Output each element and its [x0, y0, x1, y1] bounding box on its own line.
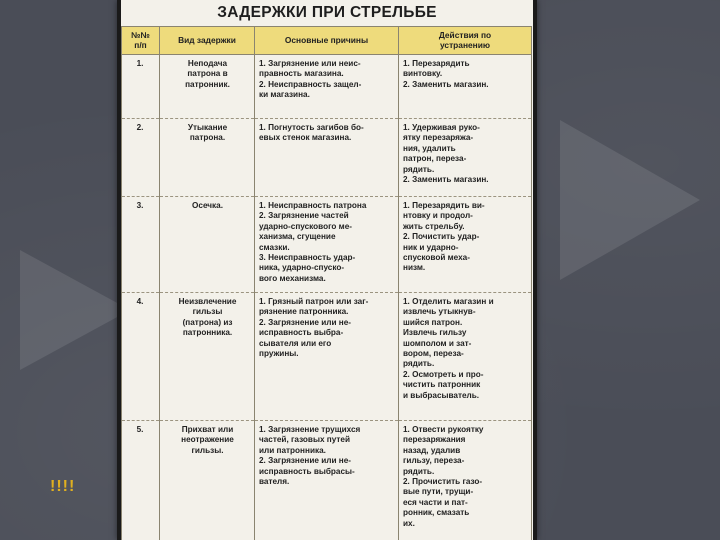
cell-text-line: 1. Отделить магазин и	[403, 297, 494, 306]
cell-causes	[255, 197, 399, 293]
table-row	[122, 119, 532, 197]
cell-number	[122, 293, 160, 421]
cell-text-line: жить стрельбу.	[403, 221, 465, 231]
cell-text-line: патронник.	[185, 79, 230, 89]
cell-text-line: 2. Заменить магазин.	[403, 79, 489, 89]
header-line: Действия по	[438, 30, 492, 40]
cell-text-line: низм.	[403, 263, 426, 273]
background-arrow-decoration	[560, 120, 700, 280]
cell-causes	[255, 119, 399, 197]
header-line: устранению	[439, 39, 491, 50]
cell-text-line: ник и ударно-	[403, 242, 459, 252]
cell-malfunction-type	[160, 119, 255, 197]
cell-text-line: частей, газовых путей	[259, 435, 350, 445]
cell-text-line: 1. Перезарядить	[403, 59, 470, 68]
cell-text-line: ударно-спускового ме-	[259, 221, 353, 231]
cell-text-line: правность магазина.	[259, 69, 344, 79]
cell-text-line: ника, ударно-спуско-	[259, 263, 345, 273]
cell-text-line: 2. Загрязнение или не-	[259, 456, 352, 466]
cell-text-line: шийся патрон.	[403, 317, 463, 327]
cell-text-line: еся части и пат-	[403, 497, 468, 507]
cell-actions	[399, 55, 532, 119]
cell-causes	[255, 421, 399, 540]
cell-text-line: их.	[403, 518, 415, 528]
cell-text-line: патрона в	[187, 69, 228, 79]
cell-text-line: евых стенок магазина.	[259, 133, 352, 143]
cell-text-line: патронника.	[182, 328, 233, 338]
cell-text-line: ния, удалить	[403, 143, 456, 153]
cell-text-line: 1. Перезарядить ви-	[403, 201, 485, 210]
cell-actions	[399, 119, 532, 197]
cell-text-line: патрон, переза-	[403, 154, 467, 164]
cell-text-line: гильзы.	[191, 445, 224, 455]
cell-text-line: вого механизма.	[259, 273, 326, 283]
header-line: №№	[131, 30, 150, 40]
cell-text-line: вые пути, трущи-	[403, 487, 474, 497]
cell-text-line: 1. Отвести рукоятку	[403, 425, 484, 434]
cell-text-line: (патрона) из	[182, 317, 233, 327]
cell-text-line: 2. Неисправность защел-	[259, 79, 362, 89]
cell-text-line: рядить.	[403, 359, 435, 369]
cell-text-line: 1. Загрязнение трущихся	[259, 425, 361, 434]
header-number	[122, 27, 160, 55]
table-row	[122, 293, 532, 421]
cell-text-line: пружины.	[259, 349, 299, 359]
cell-text-line: ронник, смазать	[403, 508, 470, 518]
cell-text-line: вором, переза-	[403, 349, 464, 359]
page-title: ЗАДЕРЖКИ ПРИ СТРЕЛЬБЕ	[217, 4, 437, 21]
header-line: Вид задержки	[178, 34, 236, 45]
cell-number	[122, 421, 160, 540]
cell-text-line: нтовку и продол-	[403, 211, 473, 221]
document-border-right	[533, 0, 537, 540]
cell-text-line: рядить.	[403, 466, 435, 476]
cell-text-line: 2.	[136, 123, 144, 132]
cell-text-line: 2. Осмотреть и про-	[403, 369, 484, 379]
cell-text-line: 1. Удерживая руко-	[403, 123, 480, 132]
cell-text-line: рязнение патронника.	[259, 307, 349, 317]
cell-text-line: назад, удалив	[403, 445, 461, 455]
cell-text-line: рядить.	[403, 164, 435, 174]
malfunctions-table	[121, 26, 532, 540]
cell-malfunction-type	[160, 293, 255, 421]
background-arrow-decoration	[20, 250, 130, 370]
cell-text-line: 1. Погнутость загибов бо-	[259, 123, 364, 132]
cell-text-line: 1. Загрязнение или неис-	[259, 59, 361, 68]
cell-text-line: исправность выбрасы-	[259, 466, 355, 476]
cell-text-line: гильзы	[192, 307, 223, 317]
cell-text-line: смазки.	[259, 242, 290, 252]
cell-text-line: и выбрасыватель.	[403, 390, 480, 400]
cell-number	[122, 119, 160, 197]
cell-text-line: 3.	[136, 201, 144, 210]
cell-text-line: перезаряжания	[403, 435, 466, 445]
cell-causes	[255, 293, 399, 421]
cell-text-line: 1. Грязный патрон или заг-	[259, 297, 369, 306]
table-header-row	[122, 27, 532, 55]
cell-text-line: неотражение	[181, 435, 234, 445]
cell-text-line: 5.	[136, 425, 144, 434]
cell-text-line: спусковой меха-	[403, 253, 470, 263]
cell-text-line: Утыкание	[187, 123, 228, 132]
document-scan	[117, 0, 537, 540]
cell-malfunction-type	[160, 421, 255, 540]
cell-number	[122, 197, 160, 293]
cell-text-line: гильзу, переза-	[403, 456, 465, 466]
cell-text-line: Осечка.	[192, 201, 223, 210]
cell-text-line: Неизвлечение	[178, 297, 237, 306]
cell-text-line: патрона.	[189, 133, 226, 143]
header-line: Основные причины	[284, 34, 369, 45]
cell-text-line: исправность выбра-	[259, 328, 344, 338]
cell-text-line: Извлечь гильзу	[403, 328, 467, 338]
cell-text-line: извлечь утыкнув-	[403, 307, 476, 317]
cell-text-line: 3. Неисправность удар-	[259, 253, 356, 263]
cell-malfunction-type	[160, 55, 255, 119]
cell-text-line: ятку перезаряжа-	[403, 133, 474, 143]
cell-text-line: шомполом и зат-	[403, 338, 472, 348]
cell-text-line: ки магазина.	[259, 90, 310, 100]
cell-text-line: 4.	[136, 297, 144, 306]
cell-text-line: 1. Неисправность патрона	[259, 201, 367, 210]
table-row	[122, 55, 532, 119]
cell-text-line: 2. Почистить удар-	[403, 232, 480, 242]
cell-causes	[255, 55, 399, 119]
cell-text-line: чистить патронник	[403, 380, 481, 390]
cell-text-line: 2. Загрязнение или не-	[259, 317, 352, 327]
cell-actions	[399, 197, 532, 293]
cell-actions	[399, 293, 532, 421]
cell-text-line: Неподача	[187, 59, 228, 68]
cell-text-line: 2. Заменить магазин.	[403, 175, 489, 185]
cell-text-line: вателя.	[259, 477, 290, 487]
cell-text-line: винтовку.	[403, 69, 443, 79]
cell-text-line: сывателя или его	[259, 338, 332, 348]
cell-text-line: или патронника.	[259, 445, 326, 455]
cell-actions	[399, 421, 532, 540]
table-row	[122, 421, 532, 540]
header-remedy-actions	[399, 27, 532, 55]
cell-text-line: 1.	[136, 59, 144, 68]
cell-text-line: Прихват или	[181, 425, 234, 434]
table-body	[122, 55, 532, 540]
header-line: п/п	[134, 39, 147, 50]
cell-text-line: 2. Загрязнение частей	[259, 211, 349, 221]
header-malfunction-type	[160, 27, 255, 55]
table-row	[122, 197, 532, 293]
cell-number	[122, 55, 160, 119]
cell-text-line: 2. Прочистить газо-	[403, 477, 483, 487]
exclamation-marks: !!!!	[50, 478, 76, 495]
cell-malfunction-type	[160, 197, 255, 293]
cell-text-line: ханизма, сгущение	[259, 232, 336, 242]
header-main-causes	[255, 27, 399, 55]
